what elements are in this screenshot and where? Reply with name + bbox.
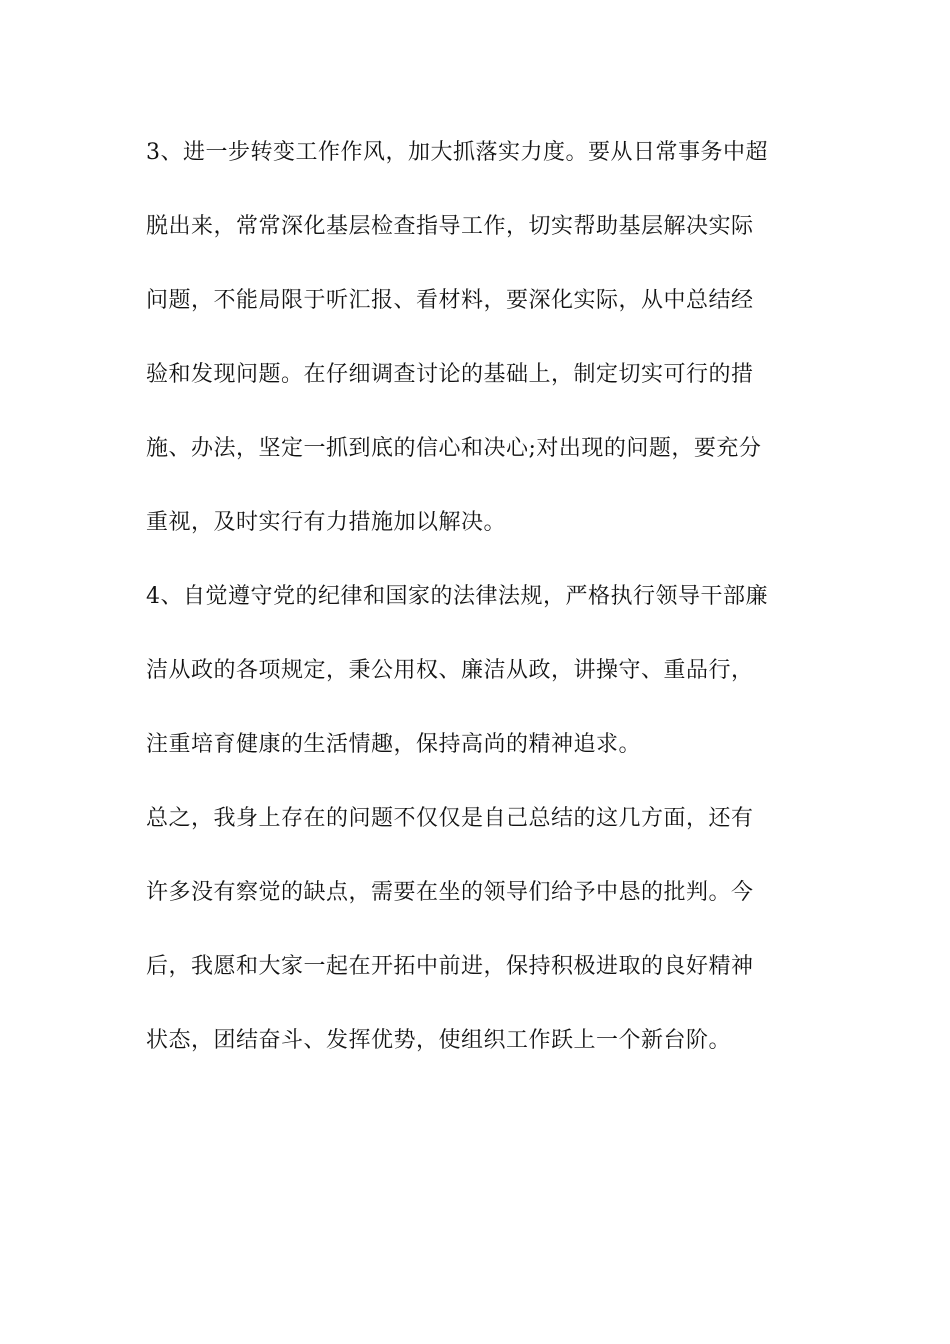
text-line: 洁从政的各项规定，秉公用权、廉洁从政，讲操守、重品行， [146,658,754,683]
text-line: 验和发现问题。在仔细调查讨论的基础上，制定切实可行的措 [146,362,754,387]
paragraph-item-4 [146,571,806,793]
text-line: 注重培育健康的生活情趣，保持高尚的精神追求。 [146,732,642,757]
text-line: 后，我愿和大家一起在开拓中前进，保持积极进取的良好精神 [146,954,754,979]
text-line: 问题，不能局限于听汇报、看材料，要深化实际，从中总结经 [146,288,754,313]
text-line: 3、进一步转变工作作风，加大抓落实力度。要从日常事务中超 [146,140,768,165]
text-line: 4、自觉遵守党的纪律和国家的法律法规，严格执行领导干部廉 [146,584,768,609]
text-line: 重视，及时实行有力措施加以解决。 [146,510,507,535]
text-line: 施、办法，坚定一抓到底的信心和决心;对出现的问题，要充分 [146,436,762,461]
paragraph-conclusion [146,793,806,1089]
text-line: 总之，我身上存在的问题不仅仅是自己总结的这几方面，还有 [146,806,754,831]
text-line: 许多没有察觉的缺点，需要在坐的领导们给予中恳的批判。今 [146,880,754,905]
text-line: 状态，团结奋斗、发挥优势，使组织工作跃上一个新台阶。 [146,1028,732,1053]
text-line: 脱出来，常常深化基层检查指导工作，切实帮助基层解决实际 [146,214,754,239]
document-body [146,127,806,1089]
paragraph-item-3 [146,127,806,571]
